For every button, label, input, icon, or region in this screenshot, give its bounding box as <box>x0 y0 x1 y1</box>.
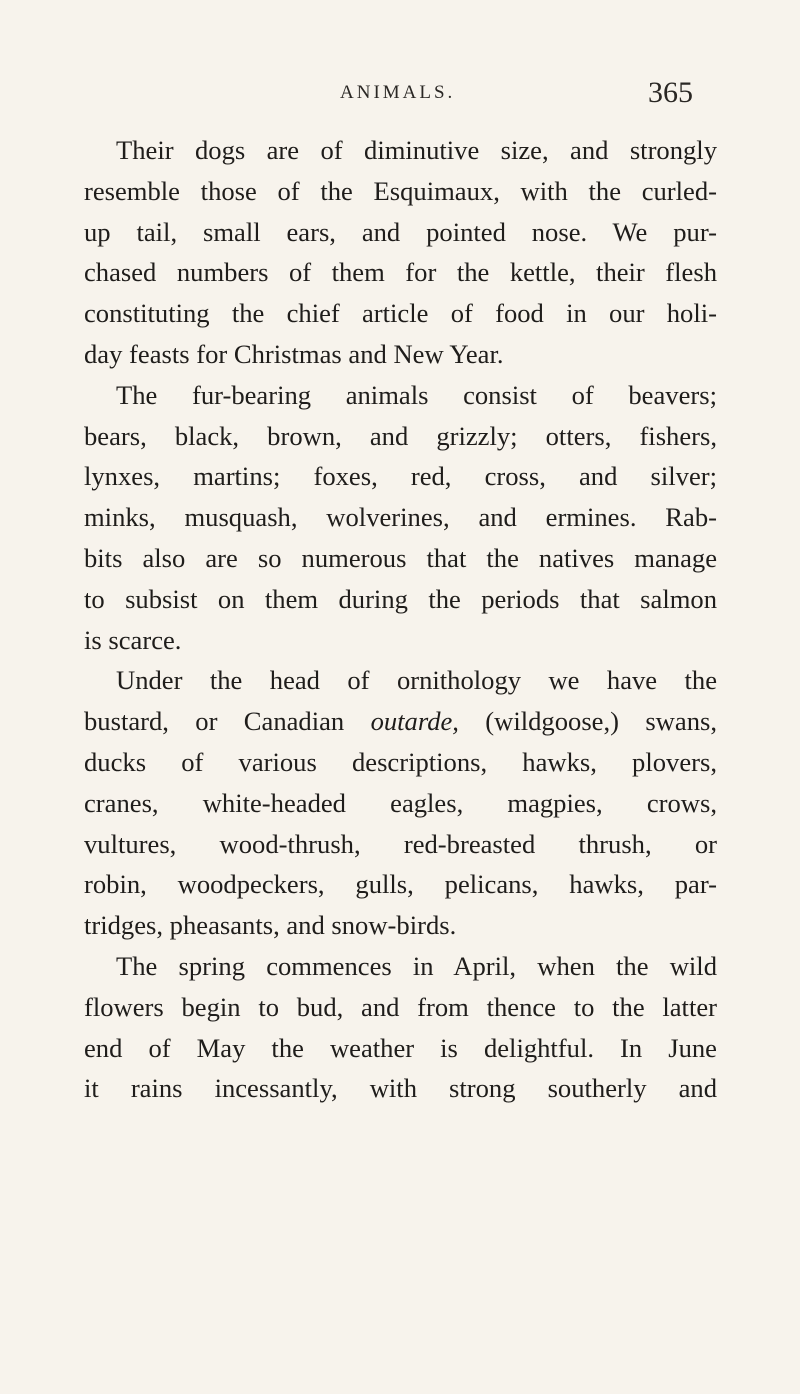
text-segment: (wildgoose,) swans, <box>458 706 717 737</box>
text-line: end of May the weather is delightful. In June <box>84 1032 717 1063</box>
text-line: bits also are so numerous that the natives manage <box>84 542 717 573</box>
text-line: it rains incessantly, with strong southerly and <box>84 1073 717 1104</box>
text-line: minks, musquash, wolverines, and ermines. Rab- <box>84 502 717 533</box>
page-header <box>0 76 800 122</box>
text-line: ducks of various descriptions, hawks, plovers, <box>84 746 717 777</box>
text-line: constituting the chief article of food in our holi- <box>84 298 717 329</box>
text-line: resemble those of the Esquimaux, with the curled- <box>84 175 717 206</box>
text-line: The spring commences in April, when the wild <box>116 950 717 981</box>
body-text <box>84 130 717 1109</box>
text-line: day feasts for Christmas and New Year. <box>84 338 504 369</box>
text-segment: bustard, or Canadian <box>84 706 371 737</box>
text-line: Under the head of ornithology we have the <box>116 665 717 696</box>
text-line: to subsist on them during the periods that salmon <box>84 583 717 614</box>
text-line: is scarce. <box>84 624 182 655</box>
text-line: tridges, pheasants, and snow-birds. <box>84 910 457 941</box>
text-line: bears, black, brown, and grizzly; otters, fishers, <box>84 420 717 451</box>
text-line: vultures, wood-thrush, red-breasted thrush, or <box>84 828 717 859</box>
text-line: lynxes, martins; foxes, red, cross, and silver; <box>84 461 717 492</box>
page-number: 365 <box>648 76 693 109</box>
text-line: cranes, white-headed eagles, magpies, crows, <box>84 787 717 818</box>
text-line: The fur-bearing animals consist of beavers; <box>116 379 717 410</box>
text-line: robin, woodpeckers, gulls, pelicans, hawks, par- <box>84 869 717 900</box>
text-line: flowers begin to bud, and from thence to the latter <box>84 991 717 1022</box>
italic-term: outarde, <box>370 706 459 737</box>
text-line: up tail, small ears, and pointed nose. We pur- <box>84 216 717 247</box>
text-line-with-italic <box>84 701 717 742</box>
running-head: ANIMALS. <box>340 82 456 103</box>
text-line: chased numbers of them for the kettle, their flesh <box>84 257 717 288</box>
text-line: Their dogs are of diminutive size, and strongly <box>116 135 717 165</box>
